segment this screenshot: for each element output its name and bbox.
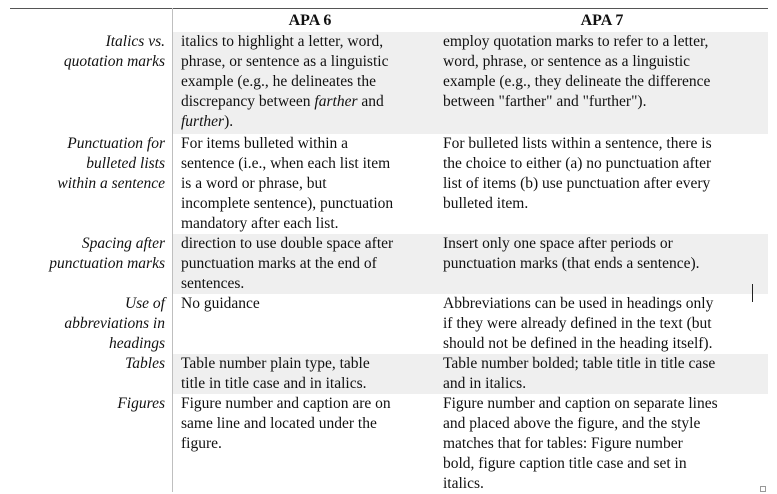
cell-line: Abbreviations can be used in headings only (443, 295, 714, 312)
column-header-apa7: APA 7 (580, 12, 624, 29)
apa6-cell (181, 234, 436, 294)
cell-line: Table number plain type, table (181, 355, 370, 372)
cell-line: title in title case and in italics. (181, 375, 367, 392)
apa7-cell (443, 234, 763, 274)
cell-line: example (e.g., he delineates the (181, 73, 376, 90)
row-label-line: quotation marks (63, 53, 165, 70)
row-label (10, 234, 165, 274)
cell-line: employ quotation marks to refer to a letter, (443, 33, 709, 50)
cell-line: phrase, or sentence as a linguistic (181, 53, 389, 70)
cell-line: between "farther" and "further"). (443, 93, 647, 110)
row-label (10, 32, 165, 72)
table-row-spacing (10, 234, 768, 294)
cell-line: sentences. (181, 275, 245, 292)
cell-line: Table number bolded; table title in title case (443, 355, 716, 372)
row-label-line: Figures (117, 395, 165, 412)
cell-italic-text: further (181, 113, 225, 130)
cell-line: incomplete sentence), punctuation (181, 195, 394, 212)
apa6-cell (181, 394, 436, 454)
cell-line: direction to use double space after (181, 235, 394, 252)
row-label (10, 354, 165, 374)
text-cursor (752, 284, 753, 302)
cell-line: should not be defined in the heading itself). (443, 335, 713, 352)
apa7-cell (443, 354, 763, 394)
row-label-line: headings (109, 335, 165, 352)
cell-line: example (e.g., they delineate the difference (443, 73, 711, 90)
row-label-line: Tables (125, 355, 165, 372)
cell-line: and in italics. (443, 375, 527, 392)
cell-line: list of items (b) use punctuation after every (443, 175, 711, 192)
cell-line: No guidance (181, 295, 260, 312)
cell-line (181, 92, 436, 112)
column-header-apa6: APA 6 (288, 12, 332, 29)
cell-line: is a word or phrase, but (181, 175, 327, 192)
row-label-line: Use of (124, 295, 165, 312)
table-row-figures (10, 394, 768, 494)
cell-line: same line and located under the (181, 415, 377, 432)
row-label-line: bulleted lists (86, 155, 165, 172)
table-row-abbreviations (10, 294, 768, 354)
cell-line: the choice to either (a) no punctuation after (443, 155, 712, 172)
row-label (10, 134, 165, 194)
apa6-cell (181, 134, 436, 234)
cell-italic-text: farther (314, 93, 358, 110)
cell-line: figure. (181, 435, 222, 452)
table-header-row (10, 11, 768, 31)
cell-text: discrepancy between (181, 93, 315, 110)
cell-line: bulleted item. (443, 195, 529, 212)
table-top-rule (10, 8, 768, 9)
cell-line: Insert only one space after periods or (443, 235, 673, 252)
apa6-cell (181, 32, 436, 132)
cell-line: italics. (443, 475, 484, 492)
row-label (10, 294, 165, 354)
apa7-cell (443, 32, 763, 112)
row-label-line: abbreviations in (64, 315, 165, 332)
cell-line: and placed above the figure, and the style (443, 415, 701, 432)
cell-line: punctuation marks at the end of (181, 255, 377, 272)
row-label-line: within a sentence (57, 175, 165, 192)
cell-line: italics to highlight a letter, word, (181, 33, 384, 50)
table-resize-handle[interactable] (760, 486, 766, 492)
cell-line: Figure number and caption are on (181, 395, 391, 412)
cell-line: punctuation marks (that ends a sentence). (443, 255, 700, 272)
cell-text: and (357, 93, 384, 110)
apa7-cell (443, 134, 763, 214)
row-label-line: Spacing after (81, 235, 165, 252)
apa6-cell (181, 294, 436, 314)
apa7-cell (443, 294, 763, 354)
cell-line: word, phrase, or sentence as a linguistic (443, 53, 691, 70)
cell-line: if they were already defined in the text (but (443, 315, 712, 332)
row-label-line: Italics vs. (105, 33, 165, 50)
row-label-line: Punctuation for (67, 135, 165, 152)
table-row-tables (10, 354, 768, 394)
cell-line: For bulleted lists within a sentence, there is (443, 135, 712, 152)
cell-text: ). (224, 113, 234, 130)
cell-line: matches that for tables: Figure number (443, 435, 683, 452)
table-row-italics (10, 32, 768, 134)
apa6-cell (181, 354, 436, 394)
row-label-line: punctuation marks (49, 255, 165, 272)
cell-line: For items bulleted within a (181, 135, 349, 152)
cell-line: sentence (i.e., when each list item (181, 155, 391, 172)
cell-line: Figure number and caption on separate lines (443, 395, 718, 412)
table-row-punctuation-bullets (10, 134, 768, 234)
cell-line (181, 112, 436, 132)
cell-line: mandatory after each list. (181, 215, 339, 232)
cell-line: bold, figure caption title case and set in (443, 455, 687, 472)
row-label (10, 394, 165, 414)
apa7-cell (443, 394, 763, 494)
